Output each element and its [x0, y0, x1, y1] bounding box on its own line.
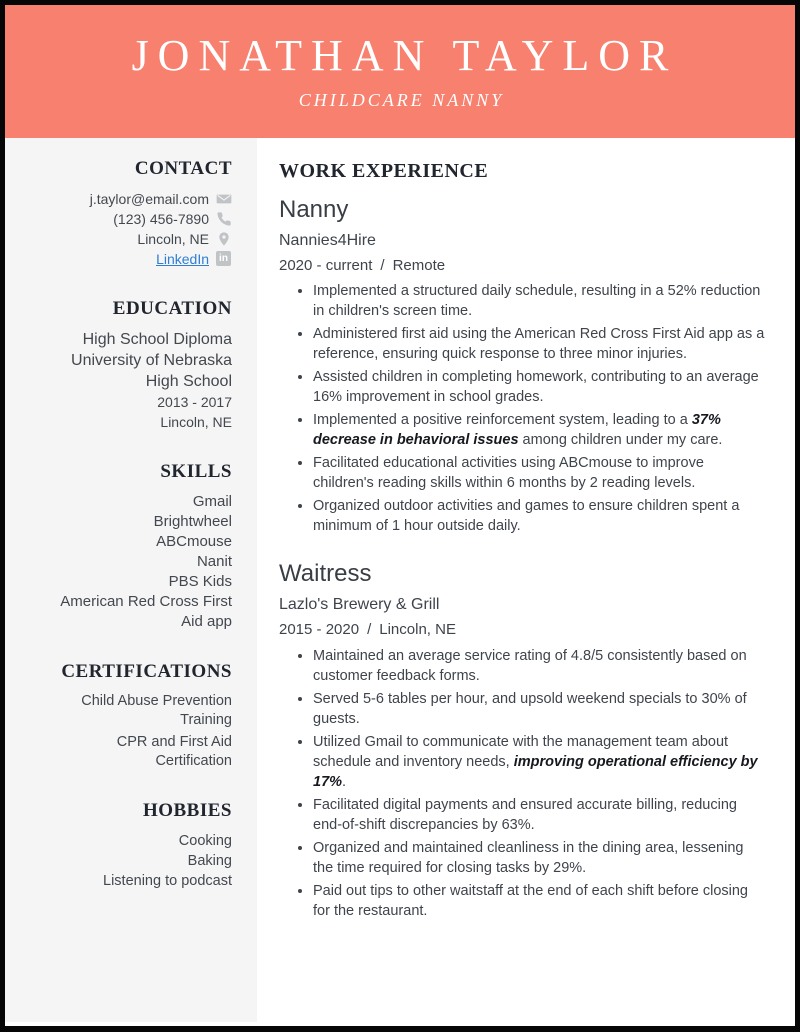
hobby-item: Cooking — [178, 833, 232, 849]
linkedin-icon: in — [216, 251, 232, 267]
main-content — [257, 138, 795, 1022]
person-role: CHILDCARE NANNY — [298, 89, 505, 110]
job-dates: 2015 - 2020 — [279, 621, 360, 639]
skill-item: Gmail — [192, 493, 232, 510]
envelope-icon — [216, 191, 232, 207]
jobs-container — [279, 196, 767, 921]
job-bullet — [313, 881, 767, 921]
work-experience-heading: WORK EXPERIENCE — [279, 160, 489, 182]
job-entry — [279, 196, 767, 536]
contact-section — [52, 158, 232, 269]
skills-section — [52, 461, 232, 632]
hobbies-section — [52, 800, 232, 891]
phone-text: (123) 456-7890 — [113, 211, 209, 227]
job-bullet — [313, 496, 767, 536]
job-dates: 2020 - current — [279, 256, 373, 274]
bullet-text: Paid out tips to other waitstaff at the end of each shift before closing for the restaurant. — [313, 882, 748, 919]
phone-icon — [216, 211, 232, 227]
job-bullet — [313, 732, 767, 792]
education-school: University of Nebraska High School — [71, 352, 232, 390]
bullet-text: Utilized Gmail to communicate with the management team about schedule and inventory needs, — [313, 733, 729, 770]
bullet-text: Implemented a structured daily schedule, resulting in a 52% reduction in children's screen time. — [313, 283, 761, 320]
job-entry — [279, 560, 767, 920]
bullet-text: Assisted children in completing homework, contributing to an average 16% improvement in school grades. — [313, 369, 759, 406]
dates-location-separator: / — [380, 256, 385, 274]
bullet-text: Served 5-6 tables per hour, and upsold weekend specials to 30% of guests. — [313, 690, 747, 727]
education-section — [52, 298, 232, 432]
job-title: Waitress — [279, 560, 372, 588]
job-bullet — [313, 838, 767, 878]
hobby-item: Baking — [187, 853, 232, 869]
contact-linkedin-row — [52, 249, 232, 269]
certification-item: CPR and First Aid Certification — [116, 734, 232, 769]
job-location: Lincoln, NE — [379, 621, 456, 639]
skill-item: PBS Kids — [168, 573, 232, 590]
skill-item: Nanit — [196, 553, 232, 570]
bullet-text: among children under my care. — [518, 432, 723, 449]
job-bullet — [313, 795, 767, 835]
certification-item: Child Abuse Prevention Training — [81, 693, 232, 728]
dates-location-separator: / — [367, 621, 372, 639]
job-company: Lazlo's Brewery & Grill — [279, 596, 440, 614]
linkedin-link[interactable]: LinkedIn — [156, 251, 209, 267]
skills-list — [52, 492, 232, 632]
bullet-text: Organized outdoor activities and games to ensure children spent a minimum of 1 hour outside daily. — [313, 498, 740, 535]
skill-item: ABCmouse — [156, 533, 232, 550]
bullet-text: Maintained an average service rating of 4.8/5 consistently based on customer feedback forms. — [313, 647, 747, 684]
skill-item: American Red Cross First Aid app — [60, 593, 232, 630]
job-location: Remote — [392, 256, 446, 274]
job-bullet — [313, 324, 767, 364]
certifications-list — [52, 692, 232, 771]
job-bullet-list — [279, 646, 767, 921]
contact-location-row — [52, 229, 232, 249]
job-title: Nanny — [279, 196, 349, 223]
education-dates: 2013 - 2017 — [157, 394, 232, 410]
job-bullet — [313, 367, 767, 407]
contact-phone-row — [52, 209, 232, 229]
sidebar — [5, 138, 257, 1022]
job-dates-location — [279, 620, 767, 640]
hobbies-heading: HOBBIES — [142, 800, 232, 821]
job-bullet — [313, 453, 767, 493]
skill-item: Brightwheel — [153, 513, 232, 530]
education-location: Lincoln, NE — [160, 414, 232, 430]
job-dates-location — [279, 256, 767, 276]
hobby-item: Listening to podcast — [103, 873, 232, 889]
contact-email-row — [52, 189, 232, 209]
location-pin-icon — [216, 231, 232, 247]
job-bullet — [313, 281, 767, 321]
resume-body — [5, 138, 795, 1026]
job-bullet — [313, 689, 767, 729]
bullet-text: Facilitated educational activities using ABCmouse to improve children's reading skills within 6 months by 2 reading levels. — [313, 455, 704, 492]
bullet-emphasis-text: improving operational efficiency by 17% — [313, 753, 758, 790]
bullet-text: Administered first aid using the American Red Cross First Aid app as a reference, ensuring quick response to three minor injuries. — [313, 326, 765, 363]
bullet-emphasis-text: 37% decrease in behavioral issues — [313, 412, 721, 449]
job-company: Nannies4Hire — [279, 231, 376, 249]
person-name: JONATHAN TAYLOR — [131, 31, 678, 81]
job-bullet — [313, 646, 767, 686]
job-bullet-list — [279, 281, 767, 536]
location-text: Lincoln, NE — [137, 231, 209, 247]
certifications-section — [52, 661, 232, 771]
certifications-heading: CERTIFICATIONS — [61, 661, 232, 682]
bullet-text: Organized and maintained cleanliness in the dining area, lessening the time required for closing tasks by 29%. — [313, 839, 744, 876]
resume-header — [5, 5, 795, 138]
bullet-text: . — [342, 773, 347, 790]
hobbies-list — [52, 831, 232, 891]
bullet-text: Facilitated digital payments and ensured accurate billing, reducing end-of-shift discrepancies by 63%. — [313, 796, 737, 833]
job-bullet — [313, 410, 767, 450]
education-heading: EDUCATION — [112, 298, 232, 319]
email-text: j.taylor@email.com — [89, 191, 209, 207]
education-degree: High School Diploma — [82, 331, 232, 348]
bullet-text: Implemented a positive reinforcement system, leading to a — [313, 412, 692, 429]
skills-heading: SKILLS — [160, 461, 232, 482]
contact-heading: CONTACT — [134, 158, 232, 179]
